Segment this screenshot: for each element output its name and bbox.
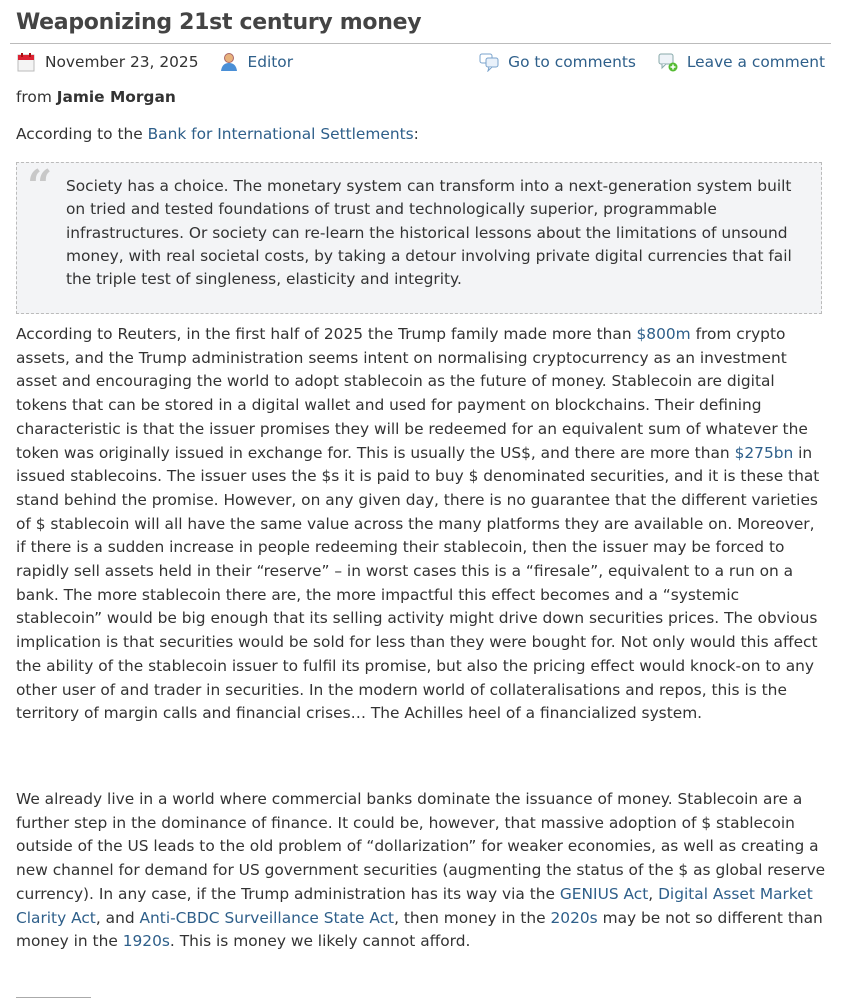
text-segment: in issued stablecoins. The issuer uses the $s it is paid to buy $ denominated securities, and it is these that stand behind the promise. However, on any given day, there is no guarantee that the different varieties of $ stablecoin will all have the same value across the many platforms they are available on. Moreover, if there is a sudden increase in people redeeming their stablecoin, then the issuer may be forced to rapidly sell assets held in their “reserve” – in worst cases this is a “firesale”, equivalent to a run on a bank. The more stablecoin there are, the more impactful this effect becomes and a “systemic stablecoin” would be big enough that its selling activity might drive down securities prices. The obvious implication is that securities would be sold for less than they were bought for. Not only would this affect the ability of the stablecoin issuer to fulfil its promise, but also the pricing effect would knock-on to any other user of and trader in securities. In the modern world of collateralisations and repos, this is the territory of margin calls and financial crises… The Achilles heel of a financialized system. xyxy=(16,443,820,723)
leave-comment[interactable] xyxy=(658,52,825,72)
text-segment: According to Reuters, in the first half of 2025 the Trump family made more than xyxy=(16,325,637,343)
bis-link[interactable]: Bank for International Settlements xyxy=(147,125,414,143)
leave-comment-link[interactable]: Leave a comment xyxy=(686,53,825,71)
intro-paragraph xyxy=(16,125,419,143)
author-link[interactable]: Editor xyxy=(247,53,294,71)
add-comment-icon xyxy=(658,52,678,72)
intro-end: : xyxy=(413,125,419,143)
calendar-icon xyxy=(16,52,36,72)
post-author xyxy=(219,52,294,72)
go-to-comments[interactable] xyxy=(479,52,636,72)
quote-mark-icon: “ xyxy=(27,161,53,212)
text-segment: , xyxy=(648,884,659,903)
from-label: from xyxy=(16,88,52,106)
user-icon xyxy=(219,52,239,72)
inline-link[interactable]: Anti-CBDC Surveillance State Act xyxy=(139,908,395,927)
inline-link[interactable]: 1920s xyxy=(122,932,170,951)
quote-text: Society has a choice. The monetary system can transform into a next-generation system built on tried and tested foundations of trust and technologically superior, programmable infrastructures. Or society can re-learn the historical lessons about the limitations of unsound money, with real societal costs, by taking a detour involving private digital currencies that fail the triple test of singleness, elasticity and integrity. xyxy=(66,177,792,289)
post-title: Weaponizing 21st century money xyxy=(16,10,422,35)
title-divider xyxy=(10,43,831,44)
post-date xyxy=(16,52,199,72)
inline-link[interactable]: GENIUS Act xyxy=(559,884,649,903)
byline xyxy=(16,88,176,106)
intro-text: According to the xyxy=(16,125,148,143)
post-meta xyxy=(16,50,825,74)
text-segment: from crypto assets, and the Trump administration seems intent on normalising cryptocurrency as an investment asset and encouraging the world to adopt stablecoin as the future of money. Stablecoin are digital tokens that can be stored in a digital wallet and used for payment on blockchains. Their defining characteristic is that the issuer promises they will be redeemed for an equivalent sum of whatever the token was originally issued in exchange for. This is usually the US$, and there are more than xyxy=(16,325,808,462)
paragraph-reuters xyxy=(16,323,828,726)
go-to-comments-link[interactable]: Go to comments xyxy=(508,53,636,71)
paragraph-dominance xyxy=(16,788,828,954)
inline-link[interactable]: $800m xyxy=(636,325,691,343)
date-text: November 23, 2025 xyxy=(45,53,199,71)
blockquote xyxy=(16,162,822,314)
text-segment: , then money in the xyxy=(394,908,551,927)
inline-link[interactable]: $275bn xyxy=(734,443,794,462)
footnote-divider xyxy=(16,997,91,998)
inline-link[interactable]: Digital Asset Market Clarity Act xyxy=(16,884,813,927)
text-segment: We already live in a world where commercial banks dominate the issuance of money. Stablecoin are a further step in the dominance of finance. It could be, however, that massive adoption of $ stablecoin outside of the US leads to the old problem of “dollarization” for weaker economies, as well as creating a new channel for demand for US government securities (augmenting the status of the $ as global reserve currency). In any case, if the Trump administration has its way via the xyxy=(16,790,826,903)
inline-link[interactable]: 2020s xyxy=(550,908,598,927)
text-segment: , and xyxy=(95,908,140,927)
text-segment: . This is money we likely cannot afford. xyxy=(169,932,471,951)
text-segment: may be not so different than money in the xyxy=(16,908,823,951)
comments-icon xyxy=(479,52,499,72)
byline-author: Jamie Morgan xyxy=(56,88,176,106)
